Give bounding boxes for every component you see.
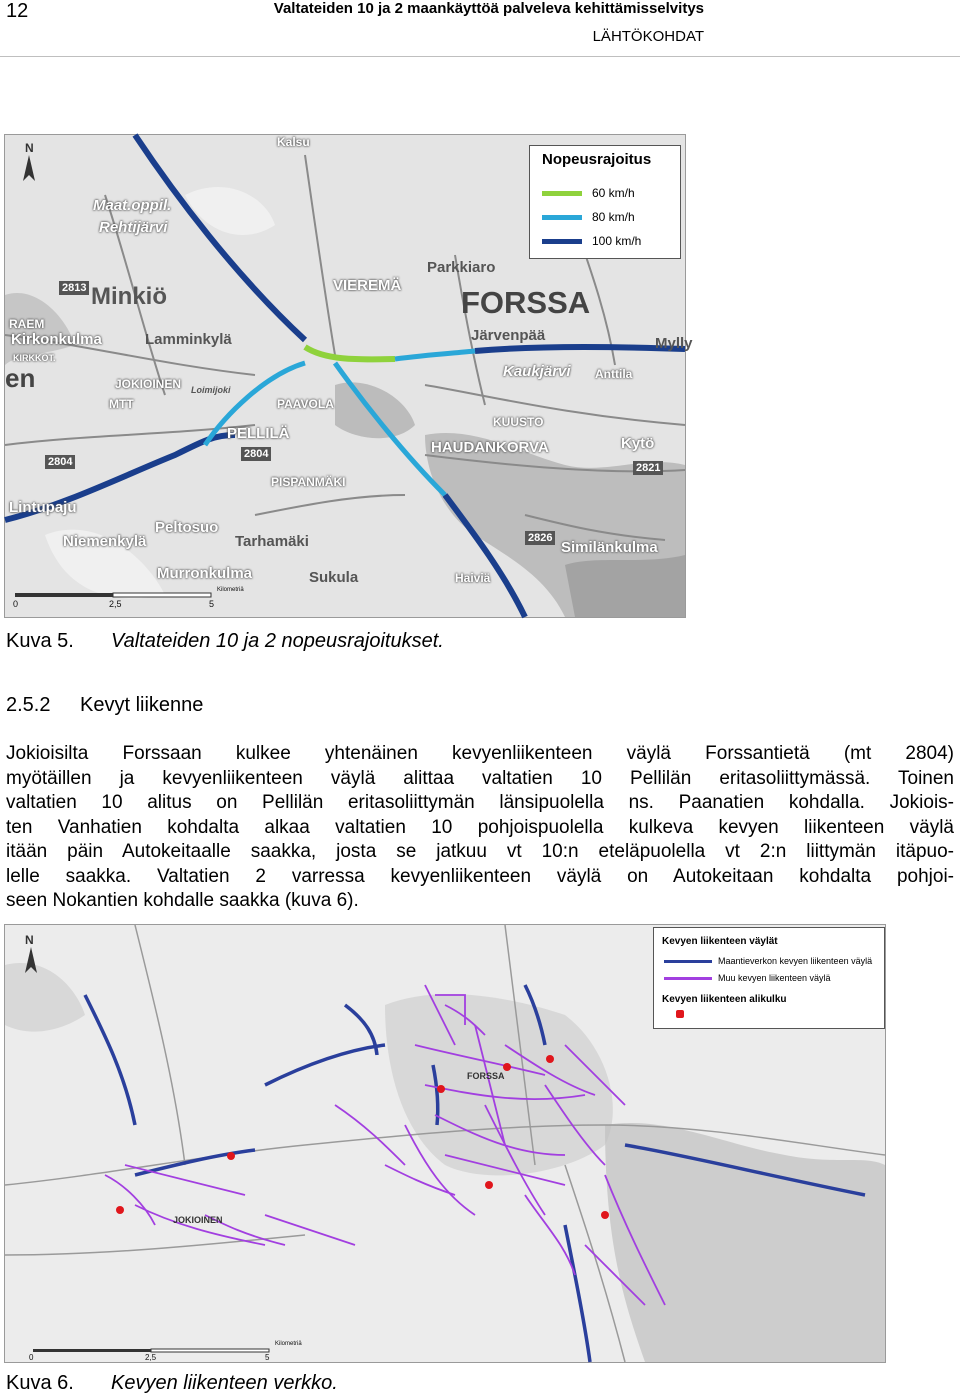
section-title: Kevyt liikenne xyxy=(80,694,204,716)
place-label: Minkiö xyxy=(91,283,167,310)
place-label: Kirkonkulma xyxy=(11,331,102,348)
place-label: Lintupaju xyxy=(9,499,77,516)
legend-swatch-other xyxy=(664,977,712,980)
scale-unit: Kilometriä xyxy=(275,1341,302,1347)
place-label: Rehtijärvi xyxy=(99,219,168,236)
place-label: Loimijoki xyxy=(191,385,231,395)
place-label: Haiviä xyxy=(455,571,491,585)
place-label: RAEM xyxy=(9,317,45,331)
place-label: MTT xyxy=(109,397,134,411)
scale-unit: Kilometriä xyxy=(217,587,244,593)
paragraph-line: lelle saakka. Valtatien 2 varressa kevyenliikenteen väylä on Autokeitaan kohdalta pohjoi- xyxy=(6,865,954,887)
caption-number: Kuva 6. xyxy=(6,1372,74,1394)
place-label: Lamminkylä xyxy=(145,331,232,348)
legend-label-main: Maantieverkon kevyen liikenteen väylä xyxy=(718,956,873,966)
paragraph-line: seen Nokantien kohdalle saakka (kuva 6). xyxy=(6,890,359,911)
place-label: PISPANMÄKI xyxy=(271,475,346,489)
place-label: Anttila xyxy=(595,367,633,381)
caption-text: Kevyen liikenteen verkko. xyxy=(111,1372,338,1394)
legend-item-60 xyxy=(542,186,635,200)
paragraph-line: Jokioisilta Forssaan kulkee yhtenäinen kevyenliikenteen väylä Forssantietä (mt 2804) xyxy=(6,743,954,764)
paragraph-line: myötäillen ja kevyenliikenteen väylä alittaa valtatien 10 Pellilän eritasoliittymässä. Toinen xyxy=(6,767,954,789)
place-label: Sukula xyxy=(309,569,359,586)
place-label: Kytö xyxy=(621,435,655,452)
legend-item-main xyxy=(664,956,872,966)
place-label: Mylly xyxy=(655,335,693,352)
place-label: Tarhamäki xyxy=(235,533,309,550)
place-label-jokioinen: JOKIOINEN xyxy=(173,1215,223,1225)
place-label: JOKIOINEN xyxy=(115,377,182,391)
legend-label-60: 60 km/h xyxy=(592,186,635,200)
section-heading xyxy=(6,694,203,717)
place-label: Kalsu xyxy=(277,135,310,149)
legend-swatch-80 xyxy=(542,215,582,220)
place-label: Maat.oppil. xyxy=(93,197,172,214)
place-label-forssa: FORSSA xyxy=(461,285,591,320)
header-divider xyxy=(0,56,960,57)
underpass-marker-icon xyxy=(676,1010,684,1018)
caption-number: Kuva 5. xyxy=(6,630,74,652)
place-label-forssa: FORSSA xyxy=(467,1071,505,1081)
paragraph-line: valtatien 10 alitus on Pellilän eritasoliittymän länsipuolella ns. Paanatien kohdalla. Jokiois- xyxy=(6,792,954,813)
place-label: Järvenpää xyxy=(471,327,546,344)
body-paragraph xyxy=(6,742,954,914)
speed-limit-map xyxy=(4,134,693,618)
place-label: Niemenkylä xyxy=(63,533,147,550)
place-label: PAAVOLA xyxy=(277,397,334,411)
place-label: Peltosuo xyxy=(155,519,219,536)
speed-limit-legend xyxy=(529,145,681,259)
legend-title: Nopeusrajoitus xyxy=(542,151,652,168)
scale-tick: 0 xyxy=(29,1353,34,1362)
figure-caption-6 xyxy=(6,1372,338,1395)
running-header-title: Valtateiden 10 ja 2 maankäyttöä palveleva kehittämisselvitys xyxy=(273,0,704,17)
north-label: N xyxy=(25,141,34,155)
legend-item-other xyxy=(664,973,831,983)
legend-item-100 xyxy=(542,234,641,248)
legend-swatch-100 xyxy=(542,239,582,244)
place-label: HAUDANKORVA xyxy=(431,439,549,456)
place-label: KUUSTO xyxy=(493,415,544,429)
scale-tick: 2,5 xyxy=(145,1353,157,1362)
running-header-section: LÄHTÖKOHDAT xyxy=(592,28,704,45)
place-label: KIRKKOT. xyxy=(13,353,56,363)
road-number-badge: 2821 xyxy=(633,461,663,475)
legend-swatch-60 xyxy=(542,191,582,196)
scale-tick: 5 xyxy=(265,1353,270,1362)
scale-tick: 0 xyxy=(13,599,19,609)
road-number-badge: 2813 xyxy=(59,281,89,295)
place-label: PELLILÄ xyxy=(227,425,290,442)
place-label: VIEREMÄ xyxy=(333,277,402,294)
legend-label-80: 80 km/h xyxy=(592,210,635,224)
paragraph-line: itään päin Autokeitaalle saakka, josta se jatkuu vt 10:n eteläpuolella vt 2:n liittymän itäpuo- xyxy=(6,841,954,862)
legend-subtitle: Kevyen liikenteen alikulku xyxy=(662,994,787,1005)
place-label: Kaukjärvi xyxy=(503,363,571,380)
scale-tick: 2,5 xyxy=(109,599,122,609)
paragraph-line: ten Vanhatien kohdalta alkaa valtatien 10 pohjoispuolella kulkeva kevyen liikenteen väylä xyxy=(6,816,954,838)
pedestrian-network-map xyxy=(4,924,886,1363)
page-number: 12 xyxy=(6,0,29,22)
north-label: N xyxy=(25,933,34,947)
legend-label-100: 100 km/h xyxy=(592,234,642,248)
scale-tick: 5 xyxy=(209,599,215,609)
road-number-badge: 2804 xyxy=(241,447,271,461)
place-label: Parkkiaro xyxy=(427,259,496,276)
place-label: en xyxy=(5,363,36,393)
section-number: 2.5.2 xyxy=(6,694,51,716)
road-number-badge: 2804 xyxy=(45,455,75,469)
legend-title: Kevyen liikenteen väylät xyxy=(662,936,778,947)
road-number-badge: 2826 xyxy=(525,531,555,545)
place-label: Similänkulma xyxy=(561,539,658,556)
pedestrian-network-legend xyxy=(653,927,885,1029)
legend-item-80 xyxy=(542,210,635,224)
figure-caption-5 xyxy=(6,630,444,653)
place-label: Murronkulma xyxy=(157,565,253,582)
legend-label-other: Muu kevyen liikenteen väylä xyxy=(718,973,831,983)
legend-swatch-main xyxy=(664,960,712,963)
caption-text: Valtateiden 10 ja 2 nopeusrajoitukset. xyxy=(111,630,444,652)
